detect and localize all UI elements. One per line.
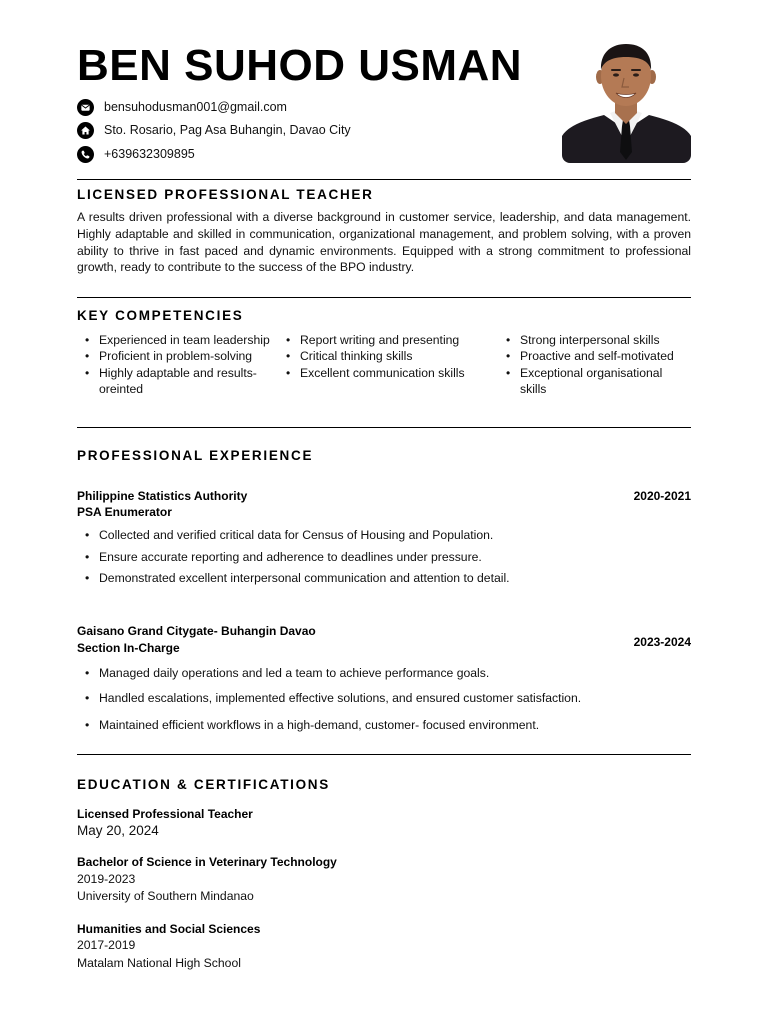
job-company: Gaisano Grand Citygate- Buhangin Davao — [77, 624, 316, 638]
competencies-column-1 — [77, 332, 272, 398]
job-bullet: • Collected and verified critical data for Census of Housing and Population. — [77, 527, 493, 543]
contact-address — [77, 121, 351, 139]
resume-name: BEN SUHOD USMAN — [77, 41, 523, 90]
education-school: Matalam National High School — [77, 956, 241, 970]
competency-item: • Excellent communication skills — [278, 365, 493, 381]
contact-phone-text: +639632309895 — [104, 147, 195, 161]
job-bullet: • Managed daily operations and led a team to achieve performance goals. — [77, 665, 489, 681]
divider — [77, 427, 691, 428]
education-date: May 20, 2024 — [77, 823, 159, 838]
competency-item: • Strong interpersonal skills — [498, 332, 691, 348]
competency-item: • Report writing and presenting — [278, 332, 493, 348]
job-bullet: • Maintained efficient workflows in a high-demand, customer- focused environment. — [77, 717, 539, 733]
summary-text: A results driven professional with a diverse background in customer service, leadership, and data management. Highly adaptable and skilled in communication, organizational management, and problem solving, with a proven ability to thrive in fast paced and dynamic environments. Equipped with a strong commitment to professional growth, ready to contribute to the success of the BPO industry. — [77, 210, 691, 275]
profile-photo — [562, 40, 691, 163]
contact-address-text: Sto. Rosario, Pag Asa Buhangin, Davao City — [104, 123, 351, 137]
education-title: Bachelor of Science in Veterinary Technology — [77, 855, 337, 869]
job-role: PSA Enumerator — [77, 505, 172, 519]
education-heading: EDUCATION & CERTIFICATIONS — [77, 777, 330, 792]
job-bullet: • Demonstrated excellent interpersonal communication and attention to detail. — [77, 570, 510, 586]
divider — [77, 754, 691, 755]
summary-heading: LICENSED PROFESSIONAL TEACHER — [77, 187, 374, 202]
competencies-column-3 — [498, 332, 691, 398]
home-icon — [77, 122, 94, 139]
competency-item: • Proficient in problem-solving — [77, 348, 272, 364]
divider — [77, 179, 691, 180]
competency-item: • Experienced in team leadership — [77, 332, 272, 348]
education-date: 2017-2019 — [77, 938, 136, 952]
phone-icon — [77, 146, 94, 163]
competency-item: • Proactive and self-motivated — [498, 348, 691, 364]
job-bullet: • Ensure accurate reporting and adherence to deadlines under pressure. — [77, 549, 482, 565]
competency-item: • Exceptional organisational skills — [498, 365, 691, 398]
competencies-column-2 — [278, 332, 493, 381]
job-dates: 2020-2021 — [633, 489, 691, 503]
education-title: Humanities and Social Sciences — [77, 922, 261, 936]
competency-item: • Highly adaptable and results-oreinted — [77, 365, 272, 398]
experience-heading: PROFESSIONAL EXPERIENCE — [77, 448, 314, 463]
job-company: Philippine Statistics Authority — [77, 489, 248, 503]
job-dates: 2023-2024 — [633, 635, 691, 649]
contact-email-text: bensuhodusman001@gmail.com — [104, 100, 287, 114]
competency-item: • Critical thinking skills — [278, 348, 493, 364]
education-title: Licensed Professional Teacher — [77, 807, 253, 821]
contact-phone — [77, 145, 195, 163]
education-school: University of Southern Mindanao — [77, 889, 254, 903]
job-bullet: • Handled escalations, implemented effective solutions, and ensured customer satisfaction. — [77, 690, 581, 706]
divider — [77, 297, 691, 298]
job-role: Section In-Charge — [77, 641, 180, 655]
education-date: 2019-2023 — [77, 872, 136, 886]
competencies-heading: KEY COMPETENCIES — [77, 308, 244, 323]
email-icon — [77, 99, 94, 116]
contact-email — [77, 98, 287, 116]
